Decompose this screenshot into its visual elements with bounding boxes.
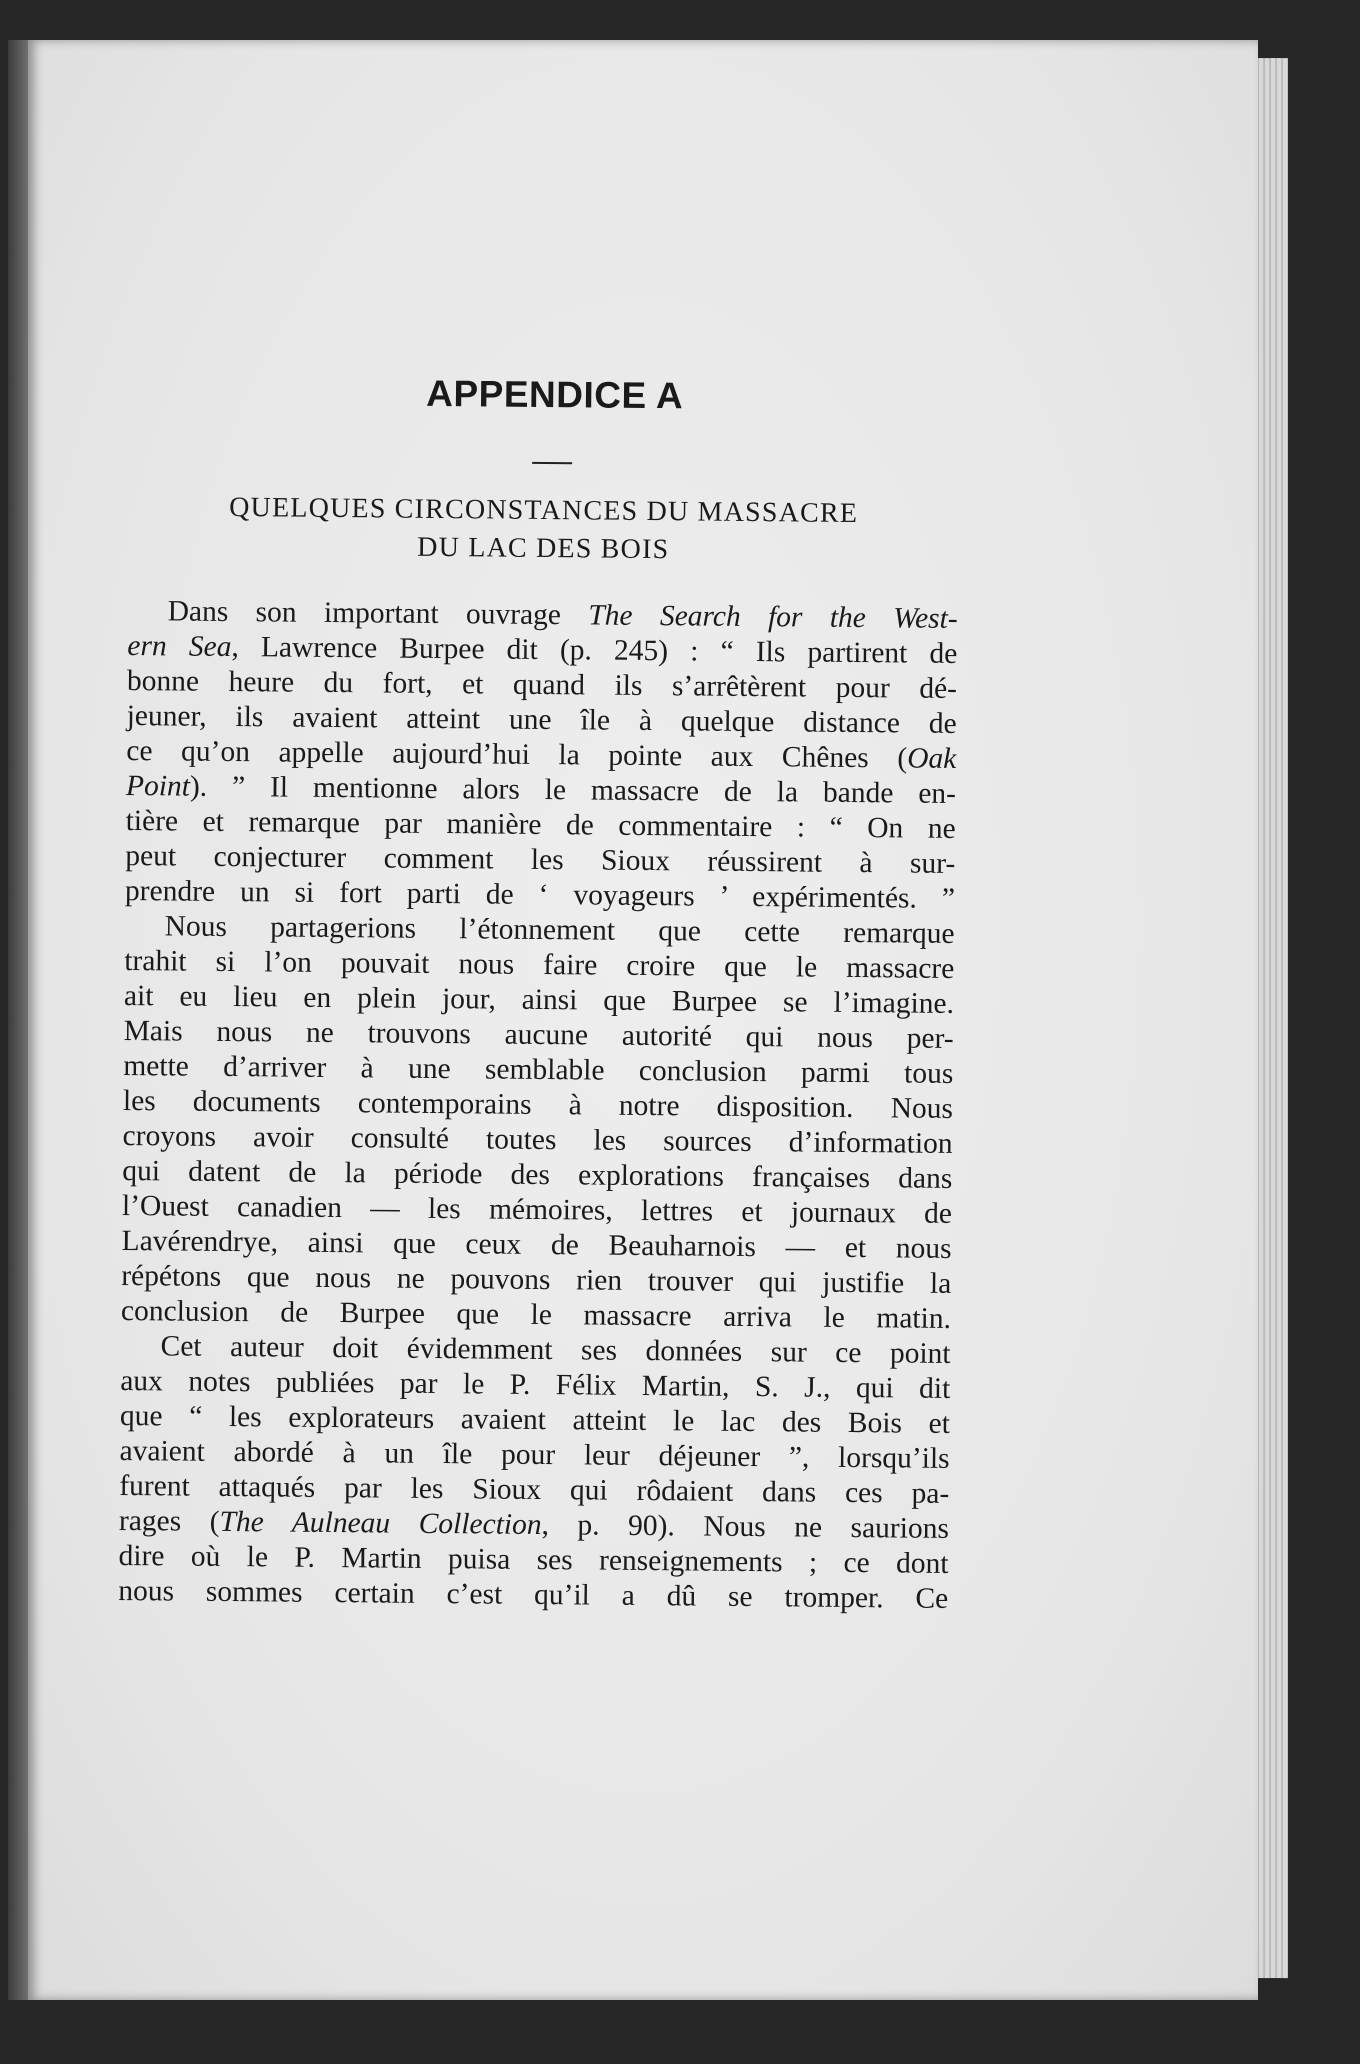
text-line: Lavérendrye, ainsi que ceux de Beauharnois — et nous — [121, 1224, 952, 1265]
text-line: qui datent de la période des explorations françaises dans — [122, 1154, 953, 1195]
text-line: peut conjecturer comment les Sioux réussirent à sur- — [125, 839, 956, 880]
text-line: conclusion de Burpee que le massacre arriva le matin. — [120, 1294, 952, 1335]
paragraph-1 — [125, 594, 958, 917]
section-heading-line-1: QUELQUES CIRCONSTANCES DU MASSACRE — [229, 491, 859, 529]
title-rule — [532, 462, 572, 464]
page-title: APPENDICE A — [426, 372, 684, 417]
text-line: dire où le P. Martin puisa ses renseignements ; ce dont — [118, 1539, 949, 1580]
text-line: ern Sea, Lawrence Burpee dit (p. 245) : “ Ils partirent de — [127, 629, 958, 670]
text-line: répétons que nous ne pouvons rien trouver qui justifie la — [121, 1259, 952, 1300]
text-line: Nous partagerions l’étonnement que cette remarque — [164, 910, 955, 950]
text-line: nous sommes certain c’est qu’il a dû se tromper. Ce — [118, 1574, 949, 1615]
text-line: bonne heure du fort, et quand ils s’arrêtèrent pour dé- — [126, 664, 958, 705]
text-line: mette d’arriver à une semblable conclusion parmi tous — [123, 1049, 954, 1090]
text-line: avaient abordé à un île pour leur déjeuner ”, lorsqu’ils — [119, 1434, 950, 1475]
text-line: prendre un si fort parti de ‘ voyageurs ’ expérimentés. ” — [124, 874, 956, 915]
body-text — [118, 594, 958, 1617]
text-line: ce qu’on appelle aujourd’hui la pointe aux Chênes (Oak — [126, 734, 957, 775]
text-line: aux notes publiées par le P. Félix Martin, S. J., qui dit — [120, 1364, 951, 1405]
text-line: trahit si l’on pouvait nous faire croire que le massacre — [124, 944, 955, 985]
text-line: Dans son important ouvrage The Search for the West- — [167, 595, 958, 635]
text-line: les documents contemporains à notre disposition. Nous — [122, 1084, 954, 1125]
text-line: l’Ouest canadien — les mémoires, lettres et journaux de — [121, 1189, 953, 1230]
text-line: jeuner, ils avaient atteint une île à quelque distance de — [126, 699, 957, 740]
text-line: furent attaqués par les Sioux qui rôdaient dans ces pa- — [119, 1469, 950, 1510]
paragraph-3 — [118, 1329, 951, 1617]
text-line: que “ les explorateurs avaient atteint le lac des Bois et — [119, 1399, 951, 1440]
text-line: tière et remarque par manière de commentaire : “ On ne — [125, 804, 956, 845]
text-line: Cet auteur doit évidemment ses données sur ce point — [160, 1330, 951, 1370]
text-line: ait eu lieu en plein jour, ainsi que Burpee se l’imagine. — [123, 979, 955, 1020]
section-heading-line-2: DU LAC DES BOIS — [417, 531, 670, 566]
paragraph-2 — [121, 909, 955, 1337]
page-content — [118, 370, 960, 1617]
section-heading — [128, 488, 959, 572]
text-line: rages (The Aulneau Collection, p. 90). Nous ne saurions — [118, 1504, 950, 1545]
text-line: Mais nous ne trouvons aucune autorité qui nous per- — [123, 1014, 954, 1055]
text-line: Point). ” Il mentionne alors le massacre de la bande en- — [125, 769, 957, 810]
text-line: croyons avoir consulté toutes les sources d’information — [122, 1119, 953, 1160]
